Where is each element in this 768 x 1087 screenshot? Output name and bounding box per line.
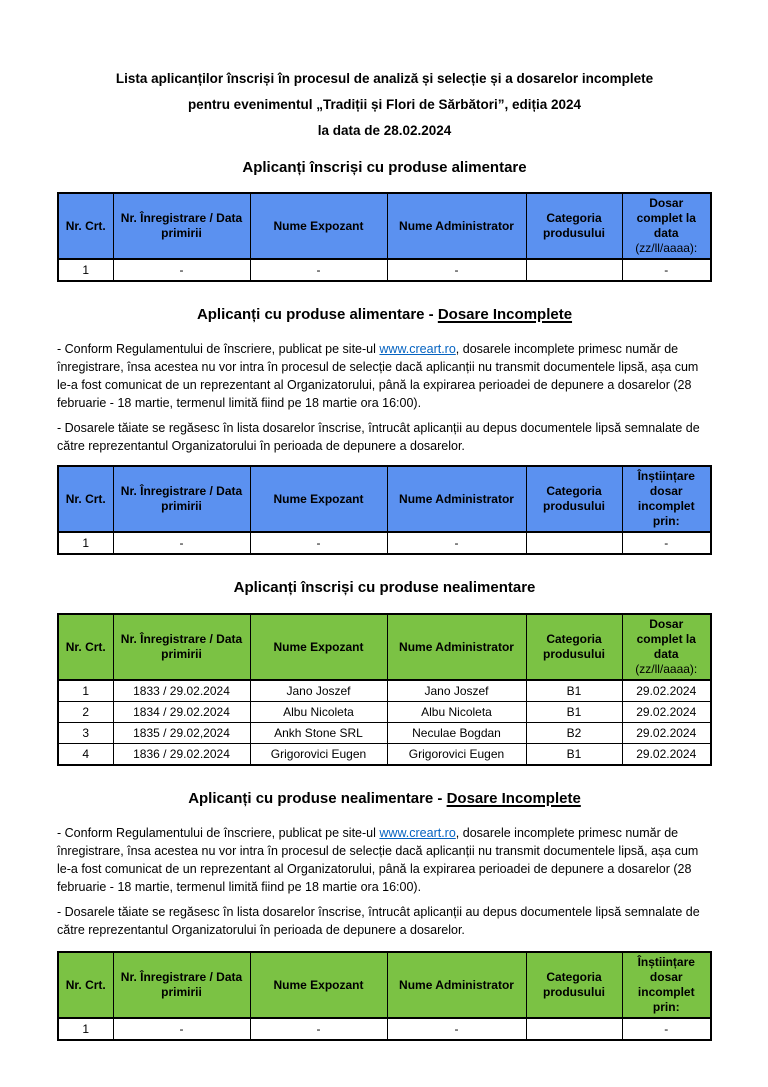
table-row [58, 259, 711, 281]
table-cell: 1835 / 29.02,2024 [113, 723, 250, 744]
table-cell: - [622, 1018, 711, 1040]
section-heading-nealimentare-inscrisi: Aplicanți înscriși cu produse nealimentare [233, 579, 536, 596]
table-cell: B1 [526, 680, 622, 702]
table-cell: - [250, 259, 387, 281]
column-header: Nr. Crt. [58, 614, 113, 680]
table-row [58, 723, 711, 744]
table-cell: - [250, 1018, 387, 1040]
table-cell: 29.02.2024 [622, 680, 711, 702]
table-cell: 1833 / 29.02.2024 [113, 680, 250, 702]
table-cell: - [622, 259, 711, 281]
table-cell: - [250, 532, 387, 554]
heading-underlined-text: Dosare Incomplete [446, 790, 581, 807]
table-nealimentare-incomplete [57, 951, 712, 1041]
table-cell: 4 [58, 744, 113, 766]
column-header: Înștiințare dosar incomplet prin: [622, 952, 711, 1018]
table-cell: 1 [58, 1018, 113, 1040]
notes-alimentare [57, 340, 712, 455]
table-cell [526, 1018, 622, 1040]
column-header: Nume Administrator [387, 952, 526, 1018]
table-cell: B1 [526, 702, 622, 723]
table-nealimentare-inscrisi [57, 613, 712, 766]
table-cell: Grigorovici Eugen [387, 744, 526, 766]
table-cell: Grigorovici Eugen [250, 744, 387, 766]
document-title-line: la data de 28.02.2024 [317, 123, 452, 138]
column-header: Nr. Crt. [58, 193, 113, 259]
note-text: , dosarele incomplete primesc număr de înregistrare, însa acestea nu vor intra în procesul de selecție dacă aplicanții nu transmit documentele lipsă, așa cum le-a fost comunicat de un reprezentant al Organizatorului, până la expirarea perioadei de depunere a dosarelor (28 februarie - 18 martie, termenul limită fiind pe 18 martie ora 16:00). [57, 342, 699, 410]
table-cell: B1 [526, 744, 622, 766]
column-header: Nume Expozant [250, 466, 387, 532]
table-cell: 1 [58, 259, 113, 281]
column-header: Nume Expozant [250, 952, 387, 1018]
note-paragraph [57, 824, 712, 896]
heading-text: Aplicanți cu produse nealimentare - [188, 790, 447, 807]
creart-link[interactable]: www.creart.ro [379, 826, 456, 840]
table-cell: Albu Nicoleta [250, 702, 387, 723]
table-cell: - [387, 1018, 526, 1040]
table-cell: - [387, 532, 526, 554]
document-title [57, 66, 712, 144]
section-heading-alimentare-incomplete [57, 306, 712, 324]
note-paragraph: - Dosarele tăiate se regăsesc în lista dosarelor înscrise, întrucât aplicanții au depus documentele lipsă semnalate de către reprezentantul Organizatorului în perioada de depunere a dosarelor. [57, 905, 700, 937]
table-cell: - [387, 259, 526, 281]
column-header: Nume Administrator [387, 193, 526, 259]
table-row [58, 532, 711, 554]
document-title-line: Lista aplicanților înscriși în procesul de analiză și selecție și a dosarelor incomplete [115, 71, 654, 86]
note-text: - Conform Regulamentului de înscriere, publicat pe site-ul [57, 342, 380, 356]
column-header: Nume Administrator [387, 466, 526, 532]
section-heading-nealimentare-incomplete [57, 790, 712, 808]
table-alimentare-incomplete [57, 465, 712, 555]
table-cell: 1834 / 29.02.2024 [113, 702, 250, 723]
column-header: Categoria produsului [526, 466, 622, 532]
column-header: Nr. Înregistrare / Data primirii [113, 466, 250, 532]
heading-text: Aplicanți cu produse alimentare - [196, 306, 438, 323]
column-header: Categoria produsului [526, 952, 622, 1018]
column-header: Nume Expozant [250, 614, 387, 680]
column-header: Dosar complet la data (zz/ll/aaaa): [622, 193, 711, 259]
table-cell: Neculae Bogdan [387, 723, 526, 744]
table-cell [526, 532, 622, 554]
table-header-row [58, 466, 711, 532]
table-cell: - [113, 259, 250, 281]
table-cell: Jano Joszef [250, 680, 387, 702]
table-cell: Ankh Stone SRL [250, 723, 387, 744]
column-header: Categoria produsului [526, 193, 622, 259]
column-header: Nume Expozant [250, 193, 387, 259]
column-header: Nr. Înregistrare / Data primirii [113, 952, 250, 1018]
section-heading-alimentare-inscrisi: Aplicanți înscriși cu produse alimentare [242, 159, 527, 176]
table-header-row [58, 193, 711, 259]
column-header-subtext: (zz/ll/aaaa): [635, 662, 698, 676]
table-header-row [58, 614, 711, 680]
notes-nealimentare [57, 824, 712, 939]
table-cell: 29.02.2024 [622, 702, 711, 723]
creart-link[interactable]: www.creart.ro [379, 342, 456, 356]
column-header: Nr. Crt. [58, 466, 113, 532]
note-text: , dosarele incomplete primesc număr de înregistrare, însa acestea nu vor intra în procesul de selecție dacă aplicanții nu transmit documentele lipsă, așa cum le-a fost comunicat de un reprezentant al Organizatorului, până la expirarea perioadei de depunere a dosarelor (28 februarie - 18 martie, termenul limită fiind pe 18 martie ora 16:00). [57, 826, 699, 894]
note-paragraph [57, 340, 712, 412]
table-cell: Jano Joszef [387, 680, 526, 702]
table-cell: 29.02.2024 [622, 723, 711, 744]
table-cell: 29.02.2024 [622, 744, 711, 766]
document-title-line: pentru evenimentul „Tradiții și Flori de Sărbători”, ediția 2024 [187, 97, 582, 112]
table-cell: 2 [58, 702, 113, 723]
table-cell: - [113, 532, 250, 554]
column-header: Dosar complet la data (zz/ll/aaaa): [622, 614, 711, 680]
note-paragraph: - Dosarele tăiate se regăsesc în lista dosarelor înscrise, întrucât aplicanții au depus documentele lipsă semnalate de către reprezentantul Organizatorului în perioada de depunere a dosarelor. [57, 421, 700, 453]
column-header: Nr. Înregistrare / Data primirii [113, 193, 250, 259]
column-header: Nr. Crt. [58, 952, 113, 1018]
heading-underlined-text: Dosare Incomplete [437, 306, 573, 323]
table-header-row [58, 952, 711, 1018]
table-cell [526, 259, 622, 281]
table-cell: - [113, 1018, 250, 1040]
table-cell: - [622, 532, 711, 554]
column-header-subtext: (zz/ll/aaaa): [635, 241, 698, 255]
table-cell: B2 [526, 723, 622, 744]
table-row [58, 680, 711, 702]
note-text: - Conform Regulamentului de înscriere, publicat pe site-ul [57, 826, 380, 840]
table-cell: 3 [58, 723, 113, 744]
table-row [58, 744, 711, 766]
table-row [58, 1018, 711, 1040]
table-cell: 1 [58, 680, 113, 702]
table-alimentare-inscrisi [57, 192, 712, 282]
table-cell: Albu Nicoleta [387, 702, 526, 723]
column-header: Nume Administrator [387, 614, 526, 680]
table-row [58, 702, 711, 723]
column-header: Înștiințare dosar incomplet prin: [622, 466, 711, 532]
column-header: Nr. Înregistrare / Data primirii [113, 614, 250, 680]
column-header: Categoria produsului [526, 614, 622, 680]
table-cell: 1836 / 29.02.2024 [113, 744, 250, 766]
table-cell: 1 [58, 532, 113, 554]
